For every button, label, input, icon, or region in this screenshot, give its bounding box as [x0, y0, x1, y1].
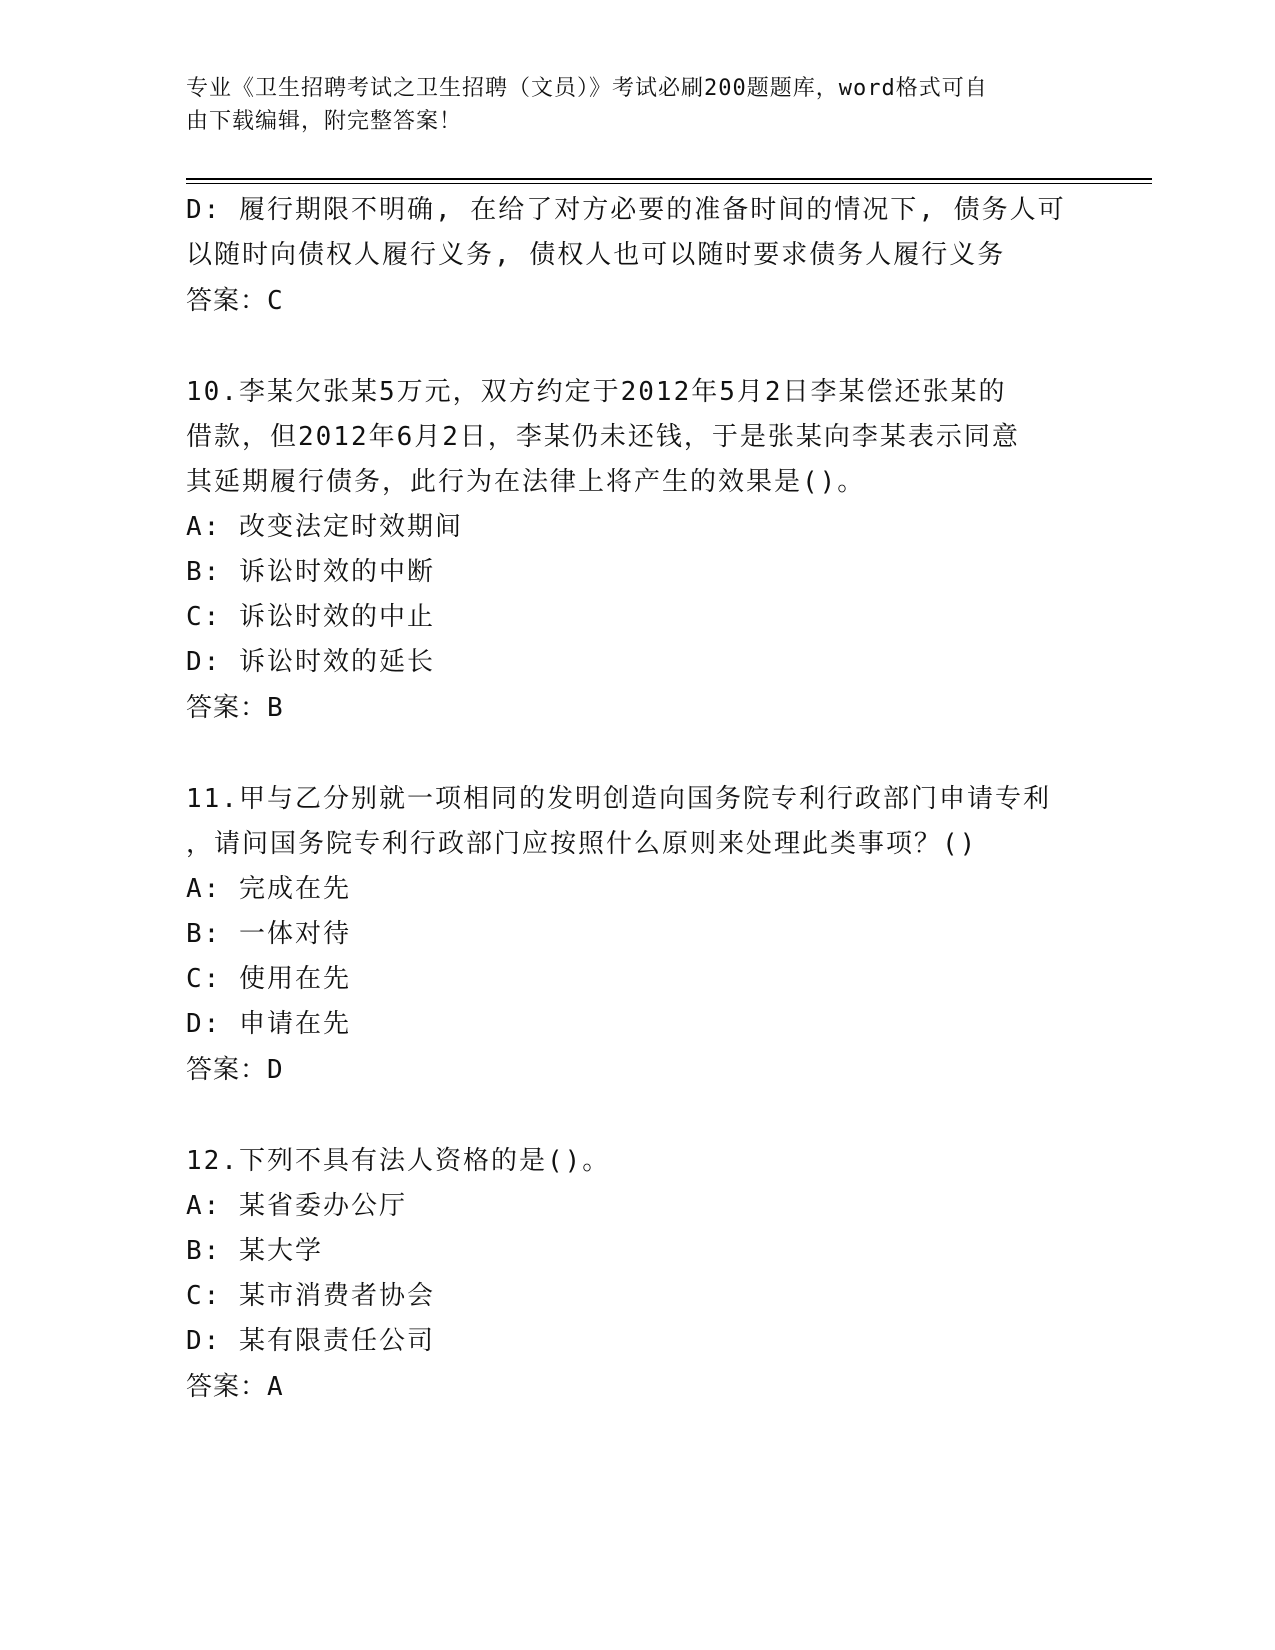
option-a: A: 改变法定时效期间: [186, 512, 463, 542]
header-rule-thin: [186, 183, 1152, 184]
question-text: 10.李某欠张某5万元，双方约定于2012年5月2日李某偿还张某的: [186, 377, 1007, 407]
option-d-continued: 以随时向债权人履行义务, 债权人也可以随时要求债务人履行义务: [186, 240, 1006, 270]
option-b: B: 诉讼时效的中断: [186, 557, 435, 587]
question-text: 12.下列不具有法人资格的是()。: [186, 1146, 611, 1176]
question-text-continued: 其延期履行债务，此行为在法律上将产生的效果是()。: [186, 467, 866, 497]
option-b: B: 一体对待: [186, 919, 351, 949]
question-10: [186, 370, 1086, 731]
question-text: 11.甲与乙分别就一项相同的发明创造向国务院专利行政部门申请专利: [186, 784, 1051, 814]
spacer: [186, 324, 1086, 370]
header-line-2: 由下载编辑，附完整答案！: [186, 109, 463, 134]
answer-label: 答案：A: [186, 1372, 284, 1402]
question-content: [186, 188, 1086, 1410]
question-text-continued: 借款，但2012年6月2日，李某仍未还钱，于是张某向李某表示同意: [186, 422, 1020, 452]
option-a: A: 完成在先: [186, 874, 351, 904]
option-d: D: 申请在先: [186, 1009, 351, 1039]
answer-label: 答案：D: [186, 1055, 284, 1085]
question-text-continued: ，请问国务院专利行政部门应按照什么原则来处理此类事项？(): [186, 829, 978, 859]
spacer: [186, 1093, 1086, 1139]
answer-label: 答案：B: [186, 693, 284, 723]
option-d: D: 履行期限不明确, 在给了对方必要的准备时间的情况下, 债务人可: [186, 195, 1066, 225]
answer-label: 答案：C: [186, 286, 284, 316]
option-d: D: 诉讼时效的延长: [186, 647, 435, 677]
header-line-1: 专业《卫生招聘考试之卫生招聘（文员）》考试必刷200题题库，word格式可自: [186, 76, 988, 101]
question-11: [186, 777, 1086, 1093]
previous-question-tail: [186, 188, 1086, 324]
question-12: [186, 1139, 1086, 1410]
option-a: A: 某省委办公厅: [186, 1191, 407, 1221]
option-c: C: 诉讼时效的中止: [186, 602, 435, 632]
spacer: [186, 731, 1086, 777]
option-c: C: 某市消费者协会: [186, 1281, 435, 1311]
option-d: D: 某有限责任公司: [186, 1326, 435, 1356]
option-c: C: 使用在先: [186, 964, 351, 994]
header-rule-thick: [186, 178, 1152, 180]
option-b: B: 某大学: [186, 1236, 323, 1266]
document-header: [186, 72, 1066, 138]
